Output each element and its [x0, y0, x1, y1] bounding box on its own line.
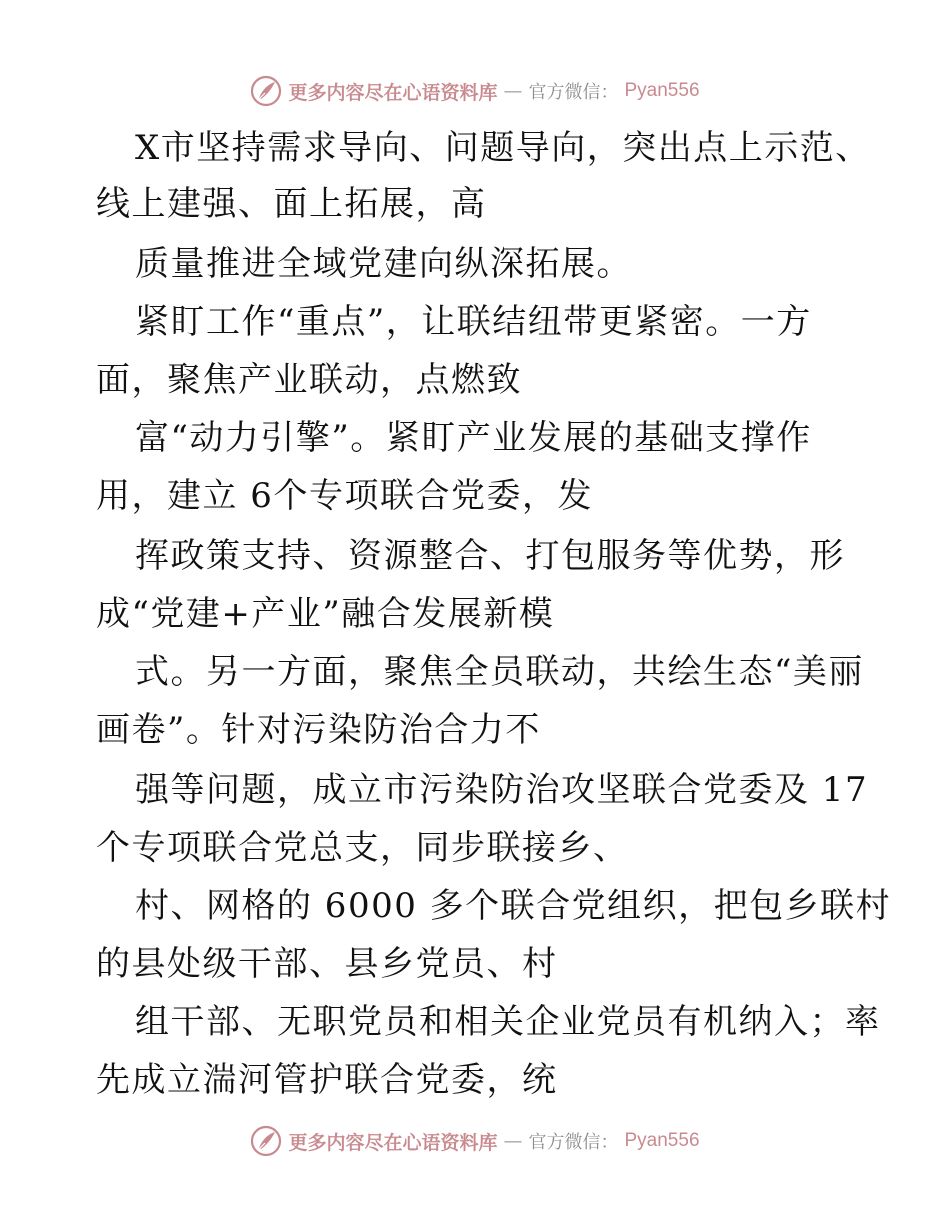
body-line: 强等问题，成立市污染防治攻坚联合党委及 17 — [135, 770, 869, 810]
body-line: 的县处级干部、县乡党员、村 — [96, 944, 558, 984]
watermark-official-label: 官方微信： — [528, 1132, 619, 1153]
body-line: 组干部、无职党员和相关企业党员有机纳入；率 — [135, 1002, 881, 1042]
watermark-site-text: 更多内容尽在心语资料库 — [288, 81, 498, 104]
body-line: 先成立湍河管护联合党委，统 — [96, 1060, 558, 1100]
body-line: 村、网格的 6000 多个联合党组织，把包乡联村 — [135, 886, 892, 926]
watermark-dash: — — [503, 1130, 523, 1152]
feather-pen-logo-icon — [250, 1125, 282, 1157]
body-line: 个专项联合党总支，同步联接乡、 — [96, 828, 629, 868]
body-line: 用，建立 6个专项联合党委，发 — [96, 476, 593, 516]
watermark-dash: — — [503, 80, 523, 102]
body-line: 画卷”。针对污染防治合力不 — [96, 710, 541, 750]
watermark-wechat-id: Pyan556 — [624, 80, 700, 101]
footer-watermark — [0, 1121, 950, 1161]
body-line: 成“党建+产业”融合发展新模 — [96, 594, 555, 634]
watermark-official-label: 官方微信： — [528, 82, 619, 103]
body-line: 面，聚焦产业联动，点燃致 — [96, 360, 522, 400]
body-line: X市坚持需求导向、问题导向，突出点上示范、 — [135, 128, 871, 168]
body-line: 线上建强、面上拓展，高 — [96, 184, 487, 224]
watermark-site-text: 更多内容尽在心语资料库 — [288, 1131, 498, 1154]
body-line: 挥政策支持、资源整合、打包服务等优势，形 — [135, 536, 845, 576]
body-line: 式。另一方面，聚焦全员联动，共绘生态“美丽 — [135, 652, 864, 692]
body-line: 紧盯工作“重点”，让联结纽带更紧密。一方 — [135, 302, 812, 342]
watermark-wechat-id: Pyan556 — [624, 1130, 700, 1151]
body-line: 富“动力引擎”。紧盯产业发展的基础支撑作 — [135, 418, 812, 458]
body-line: 质量推进全域党建向纵深拓展。 — [135, 244, 632, 284]
